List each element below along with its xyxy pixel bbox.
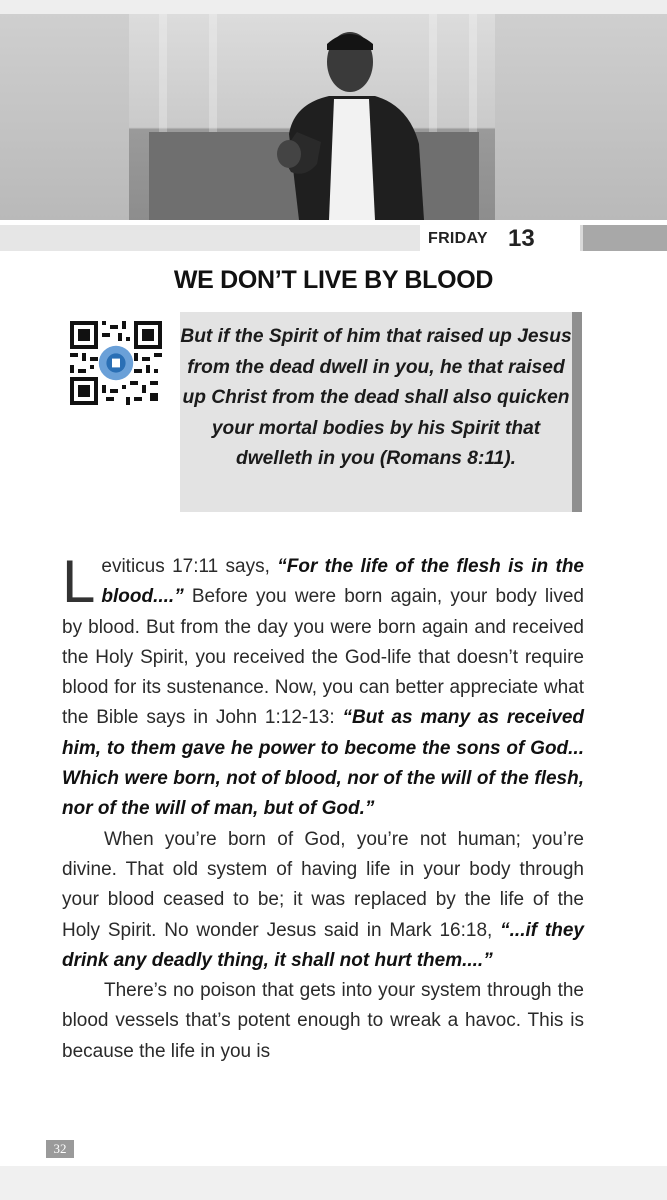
p2-quote-1: “...if they drink any deadly thing, it shall not hurt them....” [62, 919, 584, 971]
devotional-page [0, 14, 667, 1166]
day-label: FRIDAY [428, 230, 488, 247]
header-band [0, 14, 667, 220]
preacher-photo [129, 14, 495, 220]
p1-quote-2: “But as many as received him, to them gave he power to become the sons of God... Which were born, not of blood, nor of the will of the flesh, nor of the will of man, but of God.” [62, 707, 584, 820]
body-text [62, 548, 584, 1067]
date-number: 13 [508, 225, 535, 252]
paragraph-3 [62, 976, 584, 1067]
bottom-strip [0, 1166, 667, 1200]
date-bar [0, 225, 667, 251]
page-number: 32 [46, 1140, 74, 1158]
p1-text-2: Before you were born again, your body lived by blood. But from the day you were born again and received the Holy Spirit, you received the God-life that doesn’t require blood for its sustenance. Now, you can better appreciate what the Bible says in John 1:12-13: [62, 586, 584, 729]
paragraph-2 [62, 825, 584, 976]
page-title: WE DON’T LIVE BY BLOOD [173, 266, 494, 294]
p1-text-1: eviticus 17:11 says, [101, 556, 278, 577]
scripture-text: But if the Spirit of him that raised up Jesus from the dead dwell in you, he that raised up Christ from the dead shall also quicken your mortal bodies by his Spirit that dwelleth in you (Romans 8:11). [180, 326, 572, 469]
p2-text-1: When you’re born of God, you’re not human; you’re divine. That old system of having life in your body through your blood ceased to be; it was replaced by the life of the Holy Spirit. No wonder Jesus said in Mark 16:18, [62, 828, 584, 941]
top-strip [0, 0, 667, 14]
p3-text-1: There’s no poison that gets into your system through the blood vessels that’s potent enough to wreak a havoc. This is because the life in you is [62, 980, 584, 1062]
p1-quote-1: “For the life of the flesh is in the blood....” [101, 556, 584, 608]
qr-code-icon[interactable] [70, 320, 162, 406]
drop-cap: L [62, 548, 96, 615]
paragraph-1 [62, 548, 584, 825]
scripture-box [180, 312, 582, 512]
